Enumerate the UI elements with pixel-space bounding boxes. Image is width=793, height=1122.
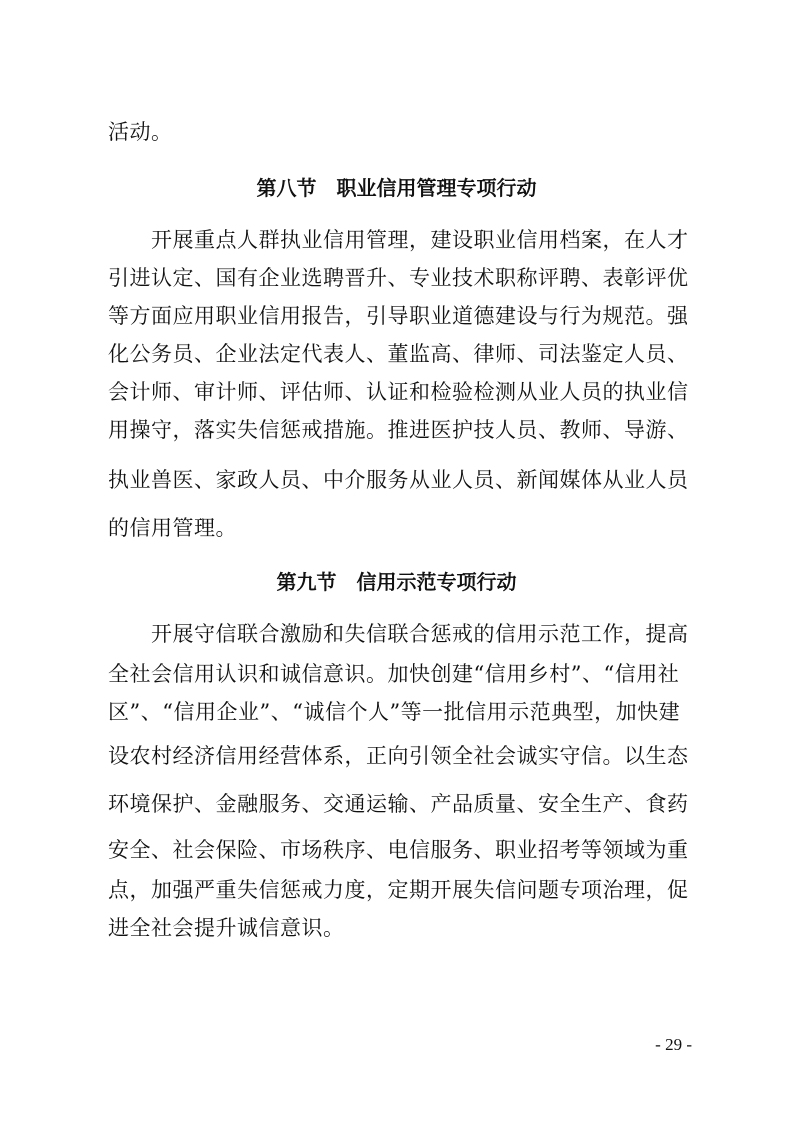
paragraph-line: 安全、社会保险、市场秩序、电信服务、职业招考等领域为重 (108, 838, 689, 862)
page-number: - 29 - (655, 1035, 692, 1054)
paragraph-line: 执业兽医、家政人员、中介服务从业人员、新闻媒体从业人员 (108, 468, 689, 492)
paragraph-line: 引进认定、国有企业选聘晋升、专业技术职称评聘、表彰评优 (108, 266, 689, 290)
paragraph-line: 环境保护、金融服务、交通运输、产品质量、安全生产、食药 (108, 792, 689, 816)
paragraph-line: 等方面应用职业信用报告，引导职业道德建设与行为规范。强 (108, 304, 689, 328)
paragraph-line: 进全社会提升诚信意识。 (108, 916, 345, 940)
paragraph-line: 点，加强严重失信惩戒力度，定期开展失信问题专项治理，促 (108, 878, 689, 902)
paragraph-line: 开展守信联合激励和失信联合惩戒的信用示范工作，提高 (108, 622, 689, 646)
paragraph-line: 用操守，落实失信惩戒措施。推进医护技人员、教师、导游、 (108, 418, 689, 442)
paragraph-line: 的信用管理。 (108, 516, 237, 540)
paragraph-line: 设农村经济信用经营体系，正向引领全社会诚实守信。以生态 (108, 744, 689, 768)
paragraph-line: 开展重点人群执业信用管理，建设职业信用档案，在人才 (108, 228, 689, 252)
paragraph-line: 全社会信用认识和诚信意识。加快创建“信用乡村”、“信用社 (108, 662, 680, 686)
paragraph-line: 化公务员、企业法定代表人、董监高、律师、司法鉴定人员、 (108, 342, 689, 366)
intro-line: 活动。 (108, 120, 173, 144)
paragraph-line: 会计师、审计师、评估师、认证和检验检测从业人员的执业信 (108, 380, 689, 404)
section-9-heading: 第九节 信用示范专项行动 (276, 570, 517, 594)
paragraph-line: 区”、“信用企业”、“诚信个人”等一批信用示范典型，加快建 (108, 700, 681, 724)
section-8-heading: 第八节 职业信用管理专项行动 (256, 176, 537, 200)
